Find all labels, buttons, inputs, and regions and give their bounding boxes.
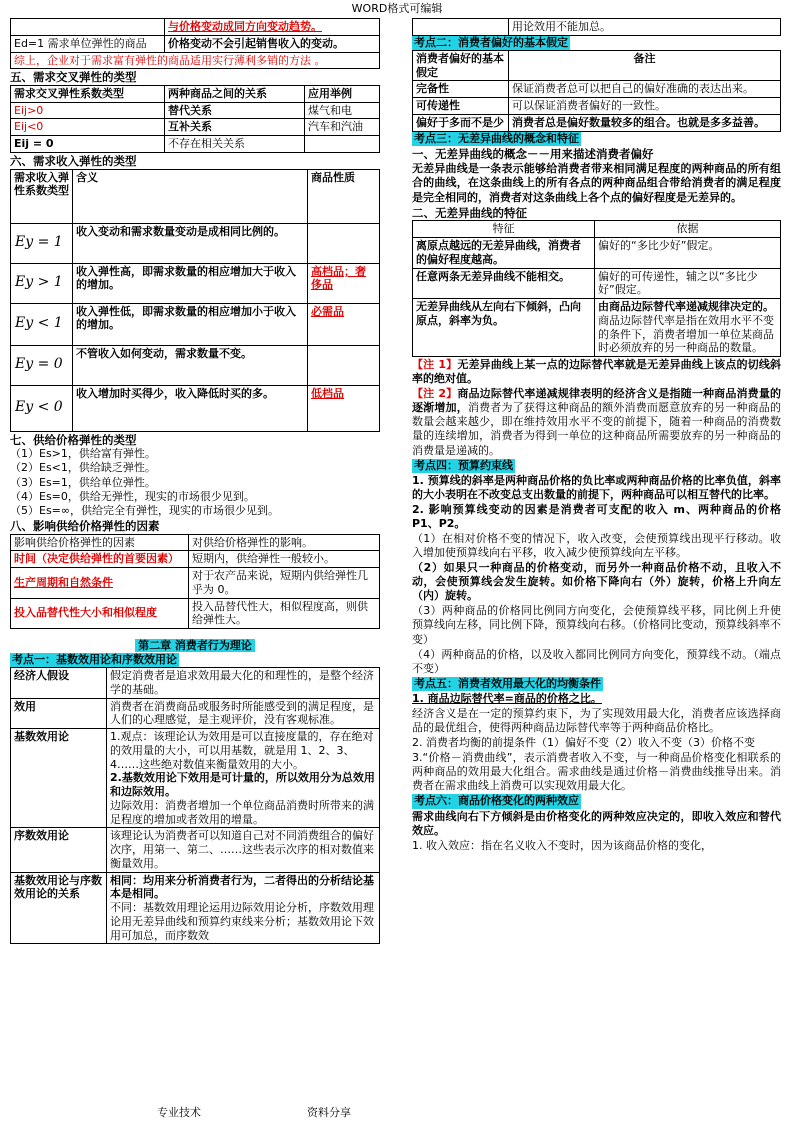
table-header: 备注 [509, 50, 781, 81]
chapter-title: 第二章 消费者行为理论 [10, 639, 380, 653]
table-header: 影响供给价格弹性的因素 [11, 534, 189, 551]
paragraph: 3.“价格－消费曲线”，表示消费者收入不变，与一种商品价格变化相联系的两种商品的效用最大化组合。需求曲线是通过价格－消费曲线推导出来。消费者在需求曲线上消费可以实现效用最大化。 [412, 751, 781, 793]
section-title: 八、影响供给价格弹性的因素 [10, 518, 160, 533]
table-row: Eij<0 互补关系 汽车和汽油 [11, 119, 380, 136]
paragraph: （2）如果只一种商品的价格变动，而另外一种商品价格不动，且收入不动，会使预算线会发生旋转。如价格下降向右（外）旋转，价格上升向左（内）旋转。 [412, 561, 781, 603]
indifference-feature-table [412, 220, 781, 357]
table-header: 特征 [413, 221, 595, 238]
table-row: 效用 消费者在消费商品或服务时所能感受到的满足程度，是人们的心理感觉，是主观评价，没有客观标准。 [11, 698, 380, 729]
list-item: （3）Es=1，供给单位弹性。 [10, 475, 156, 489]
paragraph: 1. 预算线的斜率是两种商品价格的负比率或两种商品价格的比率负值，斜率的大小表明在不改变总支出数量的前提下，两种商品可以相互替代的比率。 [412, 473, 781, 501]
paragraph: 需求曲线向右下方倾斜是由价格变化的两种效应决定的，即收入效应和替代效应。 [412, 809, 781, 837]
left-column [10, 18, 380, 944]
list-item: （4）Es=0，供给无弹性，现实的市场很少见到。 [10, 489, 255, 503]
key-point-title: 考点二：消费者偏好的基本假定 [414, 35, 568, 49]
paragraph: 无差异曲线是一条表示能够给消费者带来相同满足程度的两种商品的所有组合的曲线，在这条曲线上的所有各点的两种商品组合带给消费者的满足程度是完全相同的，消费者对这条曲线上各个点的偏好程度是无差异的。 [412, 162, 781, 204]
supply-elasticity-list [10, 447, 380, 517]
table-header: 需求交叉弹性系数类型 [11, 85, 165, 102]
table-row: 可传递性 可以保证消费者偏好的一致性。 [413, 98, 781, 115]
summary-note: 综上，企业对于需求富有弹性的商品适用实行薄利多销的方法 。 [11, 52, 380, 69]
table-row: 完备性 保证消费者总可以把自己的偏好准确的表达出来。 [413, 81, 781, 98]
table-row: 生产周期和自然条件 对于农产品来说，短期内供给弹性几乎为 0。 [11, 568, 380, 599]
table-row: 序数效用论 该理论认为消费者可以知道自己对不同消费组合的偏好次序，用第一、第二、……这些表示次序的相对数值来衡量效用。 [11, 828, 380, 872]
continued-cell: 用论效用不能加总。 [412, 18, 781, 36]
footer-right: 资料分享 [307, 1106, 351, 1119]
right-column [412, 18, 781, 854]
table-row: Ey = 0 不管收入如何变动，需求数量不变。 [11, 345, 380, 385]
supply-factor-table [10, 534, 380, 630]
key-point-title: 考点六：商品价格变化的两种效应 [414, 794, 579, 808]
table-header: 消费者偏好的基本假定 [413, 50, 509, 81]
section-title: 一、无差异曲线的概念－－用来描述消费者偏好 [412, 146, 654, 161]
table-cell: 与价格变动成同方向变动趋势。 [165, 19, 380, 36]
paragraph: 1. 收入效应：指在名义收入不变时，因为该商品价格的变化， [412, 838, 712, 852]
table-header: 应用举例 [305, 85, 380, 102]
table-row: 经济人假设 假定消费者是追求效用最大化的和理性的，是整个经济学的基础。 [11, 668, 380, 699]
paragraph: （3）两种商品的价格同比例同方向变化，会使预算线平移，同比例上升使预算线向左移，同比例下降，预算线向右移。（价格同比变动，预算线斜率不变） [412, 604, 781, 646]
list-item: （5）Es=∞，供给完全有弹性，现实的市场很少见到。 [10, 503, 280, 517]
income-elasticity-table [10, 169, 380, 432]
section-title: 二、无差异曲线的特征 [412, 205, 527, 220]
table-row: 任意两条无差异曲线不能相交。 偏好的可传递性，辅之以“多比少好”假定。 [413, 268, 781, 299]
note-2: 【注 2】商品边际替代率递减规律表明的经济含义是指随一种商品消费量的逐渐增加，消费者为了获得这种商品的额外消费而愿意放弃的另一种商品的数量会越来越少，即在维持效用水平不变的前提下，随着一种商品的消费数量的连续增加，消费者为得到一单位的这种商品所需要放弃的另一种商品的消费量是递减的。 [412, 387, 782, 457]
footer-left: 专业技术 [157, 1106, 201, 1119]
table-cell: Ed=1 需求单位弹性的商品 [11, 35, 165, 52]
table-row: Eij>0 替代关系 煤气和电 [11, 102, 380, 119]
table-row: 基数效用论与序数效用论的关系 相同：均用来分析消费者行为，二者得出的分析结论基本是相同。 不同：基数效用理论运用边际效用论分析，序数效用理论用无差异曲线和预算约束线来分析；基数效用论下效用可加总，而序数效 [11, 872, 380, 944]
table-row: 投入品替代性大小和相似程度 投入品替代性大，相似程度高，则供给弹性大。 [11, 598, 380, 629]
section-title: 七、供给价格弹性的类型 [10, 432, 137, 447]
page-header: WORD格式可编辑 [351, 2, 443, 15]
paragraph: 经济含义是在一定的预算约束下，为了实现效用最大化，消费者应该选择商品的最优组合，使得两种商品边际替代率等于两种商品价格比。 [412, 706, 781, 735]
table-header: 依据 [595, 221, 781, 238]
list-item: （1）Es>1，供给富有弹性。 [10, 447, 156, 461]
paragraph: 1. 商品边际替代率=商品的价格之比。 [412, 691, 602, 705]
paragraph: 2. 消费者均衡的前提条件（1）偏好不变（2）收入不变（3）价格不变 [412, 736, 755, 750]
table-row: 时间（决定供给弹性的首要因素） 短期内，供给弹性一般较小。 [11, 551, 380, 568]
list-item: （2）Es<1，供给缺乏弹性。 [10, 461, 156, 475]
note-1: 【注 1】无差异曲线上某一点的边际替代率就是无差异曲线上该点的切线斜率的绝对值。 [412, 358, 782, 386]
table-header: 含义 [73, 169, 308, 223]
key-point-title: 考点一：基数效用论和序数效用论 [12, 653, 177, 667]
table-row: 基数效用论 1.观点：该理论认为效用是可以直接度量的，存在绝对的效用量的大小，可以用基数，就是用 1、2、3、4……这些绝对数值来衡量效用的大小。 2.基数效用论下效用是可计量的，所以效用分为总效用和边际效用。 边际效用：消费者增加一个单位商品消费时所带来的满足程度的增加或者效用的增量。 [11, 729, 380, 828]
table-header: 需求收入弹性系数类型 [11, 169, 73, 223]
table-row: 离原点越远的无差异曲线，消费者的偏好程度越高。 偏好的“多比少好”假定。 [413, 238, 781, 269]
table-cell [11, 19, 165, 36]
key-point-title: 考点四：预算约束线 [414, 458, 513, 472]
key-point-title: 考点五：消费者效用最大化的均衡条件 [414, 676, 601, 690]
table-row: 无差异曲线从左向右下倾斜，凸向原点，斜率为负。 由商品边际替代率递减规律决定的。 商品边际替代率是指在效用水平不变的条件下，消费者增加一单位某商品时必须放弃的另一种商品的数量。 [413, 299, 781, 357]
table-header: 两种商品之间的关系 [165, 85, 305, 102]
key-point-title: 考点三：无差异曲线的概念和特征 [414, 131, 579, 145]
table-row: Eij = 0 不存在相关关系 [11, 136, 380, 153]
table-row: Ey < 1 收入弹性低，即需求数量的相应增加小于收入的增加。 必需品 [11, 303, 380, 345]
cross-elasticity-table [10, 85, 380, 153]
paragraph: （1）在相对价格不变的情况下，收入改变，会使预算线出现平行移动。收入增加使预算线向右平移，收入减少使预算线向左平移。 [412, 532, 781, 560]
table-row: Ey > 1 收入弹性高，即需求数量的相应增加大于收入的增加。 高档品；奢侈品 [11, 263, 380, 303]
section-title: 六、需求收入弹性的类型 [10, 153, 137, 168]
preference-table [412, 50, 781, 132]
paragraph: 2. 影响预算线变动的因素是消费者可支配的收入 m、两种商品的价格 P1、P2。 [412, 502, 781, 530]
table-header: 商品性质 [308, 169, 380, 223]
table-row: Ey < 0 收入增加时买得少，收入降低时买的多。 低档品 [11, 385, 380, 431]
table-row: 偏好于多而不是少 消费者总是偏好数量较多的组合。也就是多多益善。 [413, 114, 781, 131]
elasticity-revenue-table [10, 18, 380, 69]
table-row: Ey = 1 收入变动和需求数量变动是成相同比例的。 [11, 223, 380, 263]
table-cell: 价格变动不会引起销售收入的变动。 [165, 35, 380, 52]
table-header: 对供给价格弹性的影响。 [189, 534, 380, 551]
utility-theory-table [10, 667, 380, 944]
section-title: 五、需求交叉弹性的类型 [10, 70, 137, 85]
paragraph: （4）两种商品的价格，以及收入都同比例同方向变化，预算线不动。（端点不变） [412, 647, 781, 675]
